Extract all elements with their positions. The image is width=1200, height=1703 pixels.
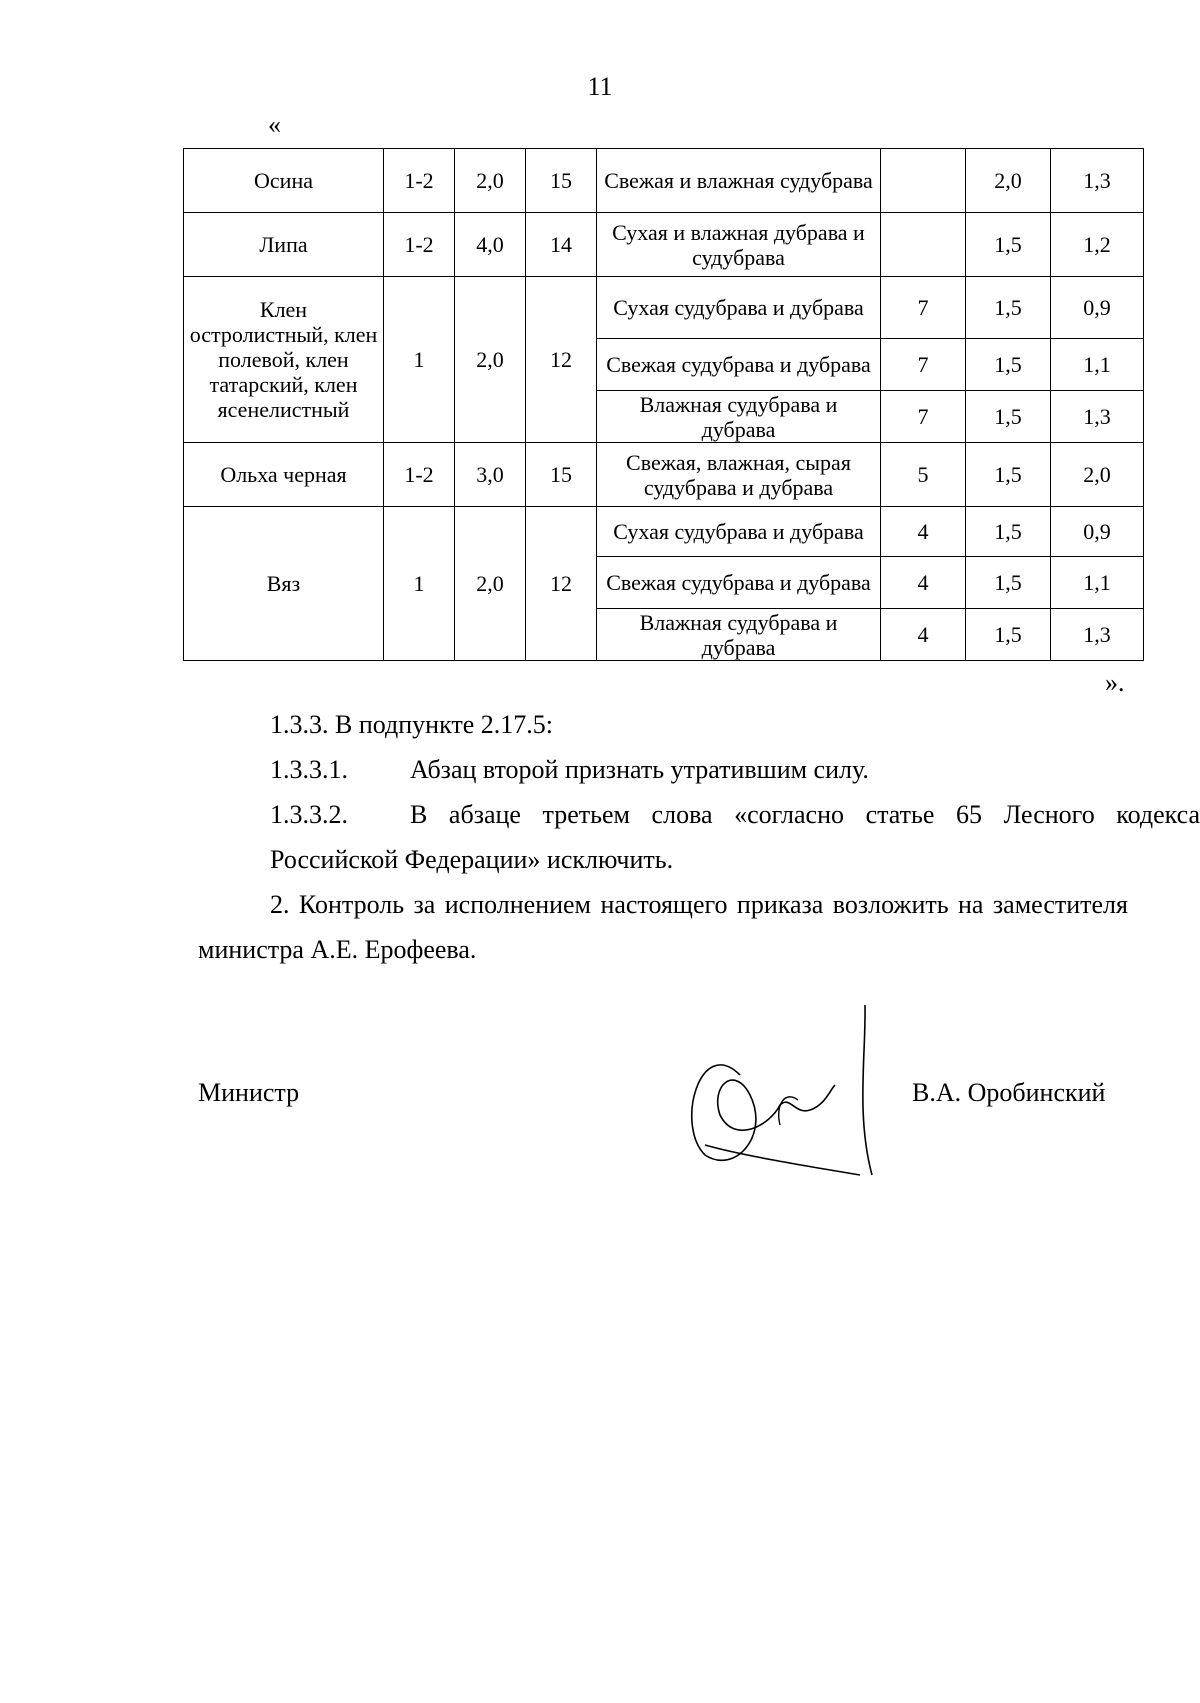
page-number: 11 <box>587 72 613 101</box>
table-cell: Сухая судубрава и дубрава <box>597 507 881 557</box>
table-cell: 1,3 <box>1051 149 1144 213</box>
table-row <box>184 277 1144 339</box>
table-cell: 1,1 <box>1051 557 1144 609</box>
table-cell: 15 <box>526 443 597 507</box>
table-cell: 2,0 <box>455 507 526 661</box>
species-table <box>183 148 1144 661</box>
table-cell: 1,5 <box>966 213 1051 277</box>
table-cell: Сухая судубрава и дубрава <box>597 277 881 339</box>
table-cell: 1,5 <box>966 277 1051 339</box>
table-cell: Влажная судубрава и дубрава <box>597 391 881 443</box>
table-cell: 7 <box>881 339 966 391</box>
table-cell: 12 <box>526 507 597 661</box>
paragraph-text: В абзаце третьем слова «согласно статье 65 Лесного кодекса Российской Федерации» исключить. <box>270 800 1200 874</box>
table-cell: 1 <box>384 507 455 661</box>
paragraph-1-3-3: 1.3.3. В подпункте 2.17.5: <box>270 710 553 739</box>
table-cell: 1,5 <box>966 557 1051 609</box>
table-cell: 0,9 <box>1051 507 1144 557</box>
table-cell: 4 <box>881 609 966 661</box>
table-cell: Липа <box>184 213 384 277</box>
table-cell: 2,0 <box>455 277 526 443</box>
paragraph-number: 1.3.3.2. <box>270 800 348 829</box>
table-cell: Свежая судубрава и дубрава <box>597 339 881 391</box>
table-cell: 7 <box>881 277 966 339</box>
table-cell: Клен остролистный, клен полевой, клен татарский, клен ясенелистный <box>184 277 384 443</box>
table-cell: 4 <box>881 557 966 609</box>
table-cell: 1,1 <box>1051 339 1144 391</box>
paragraph-2: 2. Контроль за исполнением настоящего приказа возложить на заместителя министра А.Е. Ерофеева. <box>198 890 1128 964</box>
table-cell: 2,0 <box>455 149 526 213</box>
table-cell: 1,5 <box>966 391 1051 443</box>
table-row <box>184 507 1144 557</box>
table-cell: 5 <box>881 443 966 507</box>
table-cell: 2,0 <box>966 149 1051 213</box>
handwritten-signature <box>680 1005 910 1185</box>
table-cell: Ольха черная <box>184 443 384 507</box>
signatory-title: Министр <box>198 1078 300 1107</box>
table-cell: Сухая и влажная дубрава и судубрава <box>597 213 881 277</box>
table-cell: 12 <box>526 277 597 443</box>
table-cell: Свежая судубрава и дубрава <box>597 557 881 609</box>
table-row <box>184 213 1144 277</box>
table-cell: 1-2 <box>384 149 455 213</box>
table-cell: 1 <box>384 277 455 443</box>
table-cell: Осина <box>184 149 384 213</box>
table-cell: 1,5 <box>966 609 1051 661</box>
table-cell: 1-2 <box>384 443 455 507</box>
table-cell: 1,5 <box>966 507 1051 557</box>
closing-quote: ». <box>1105 668 1125 697</box>
table-cell: 3,0 <box>455 443 526 507</box>
table-cell: 1,3 <box>1051 391 1144 443</box>
table-cell: 15 <box>526 149 597 213</box>
table-cell: 1,2 <box>1051 213 1144 277</box>
table-cell: 2,0 <box>1051 443 1144 507</box>
paragraph-text: Абзац второй признать утратившим силу. <box>410 755 869 784</box>
table-cell <box>881 149 966 213</box>
table-cell: 4,0 <box>455 213 526 277</box>
table-cell: 7 <box>881 391 966 443</box>
table-cell: 1-2 <box>384 213 455 277</box>
table-cell: Свежая и влажная судубрава <box>597 149 881 213</box>
table-row <box>184 149 1144 213</box>
table-cell: 14 <box>526 213 597 277</box>
table-cell: 4 <box>881 507 966 557</box>
table-cell: 1,3 <box>1051 609 1144 661</box>
paragraph-1-3-3-1 <box>198 747 1200 792</box>
paragraph-1-3-3-2 <box>198 792 1200 882</box>
table-cell: 0,9 <box>1051 277 1144 339</box>
table-cell: Свежая, влажная, сырая судубрава и дубрава <box>597 443 881 507</box>
paragraph-number: 1.3.3.1. <box>270 755 348 784</box>
table-cell <box>881 213 966 277</box>
table-cell: Влажная судубрава и дубрава <box>597 609 881 661</box>
signatory-name: В.А. Оробинский <box>912 1078 1106 1107</box>
table-row <box>184 443 1144 507</box>
table-cell: 1,5 <box>966 339 1051 391</box>
table-cell: 1,5 <box>966 443 1051 507</box>
opening-quote: « <box>268 110 281 139</box>
table-cell: Вяз <box>184 507 384 661</box>
